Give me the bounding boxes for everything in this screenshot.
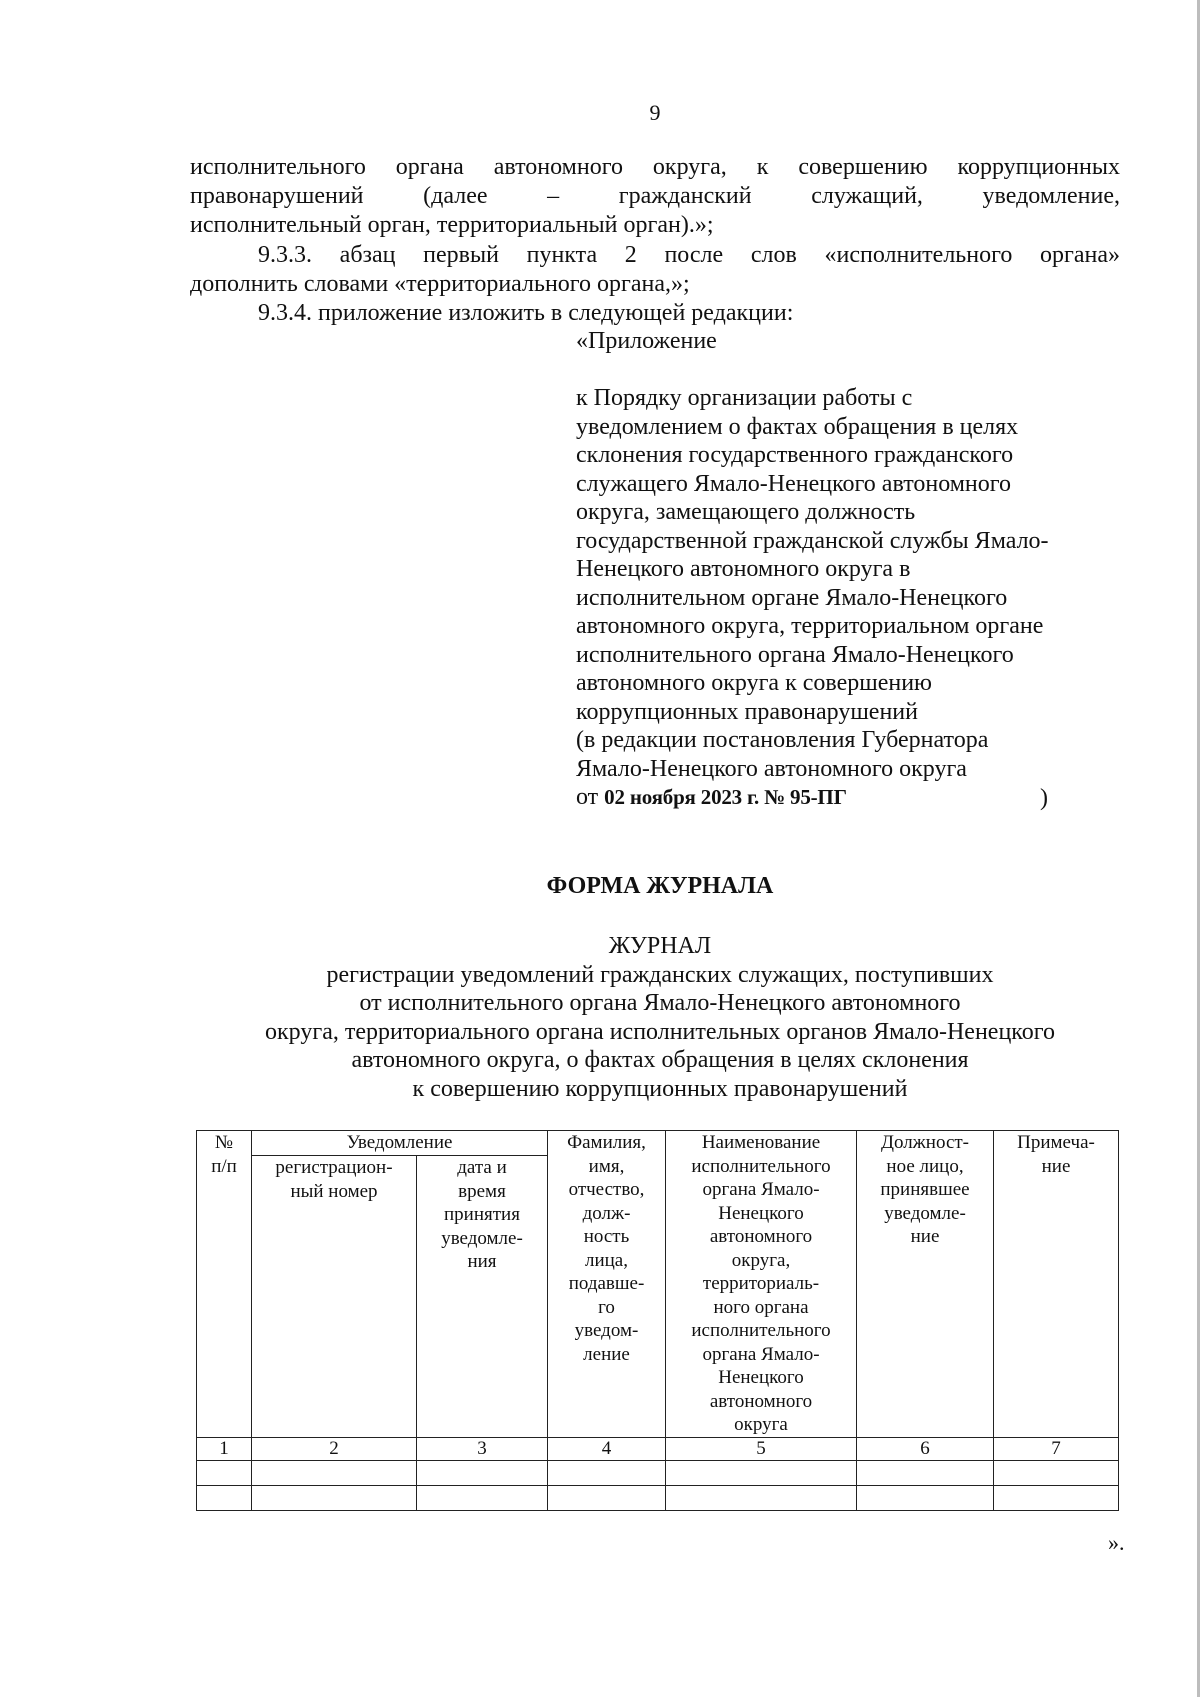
appendix-line: автономного округа, территориальном органе — [576, 613, 1044, 639]
header-person — [548, 1131, 666, 1438]
header-text: ный номер — [290, 1180, 378, 1202]
body-paragraph-3: 9.3.4. приложение изложить в следующей редакции: — [258, 300, 794, 326]
decree-prefix: от — [576, 784, 599, 810]
table-cell — [197, 1485, 252, 1510]
header-text: Примеча- — [1017, 1132, 1095, 1153]
header-text: автономного — [709, 1226, 813, 1247]
appendix-line: служащего Ямало-Ненецкого автономного — [576, 470, 1012, 497]
journal-subtitle-line: от исполнительного органа Ямало-Ненецкого автономного — [359, 990, 961, 1016]
header-text: Ненецкого — [718, 1367, 804, 1388]
header-text: исполнительного — [691, 1320, 831, 1341]
table-cell — [994, 1460, 1119, 1485]
header-text: имя, — [588, 1155, 625, 1177]
column-number: 6 — [857, 1437, 994, 1460]
header-notification: Уведомление — [252, 1131, 548, 1156]
column-number: 2 — [252, 1437, 417, 1460]
header-text: ное лицо, — [886, 1155, 964, 1177]
body-paragraph-2-line-1: 9.3.3. абзац первый пункта 2 после слов «исполнительного органа» — [258, 242, 1120, 268]
header-text: Должност- — [880, 1132, 970, 1153]
table-cell — [548, 1460, 666, 1485]
body-paragraph-1-line-2: правонарушений (далее – гражданский служащий, уведомление, — [190, 183, 1120, 209]
header-text: долж- — [582, 1202, 631, 1224]
body-paragraph-1-line-3: исполнительный орган, территориальный орган).»; — [190, 212, 714, 238]
table-row — [197, 1485, 1119, 1510]
header-text: уведомле- — [884, 1202, 966, 1224]
table-cell — [417, 1460, 548, 1485]
table-cell — [994, 1485, 1119, 1510]
header-text: лица, — [584, 1249, 628, 1271]
journal-title-block — [0, 932, 1200, 1103]
header-reg-number — [252, 1156, 417, 1438]
journal-title: ЖУРНАЛ — [608, 933, 712, 959]
header-text: автономного — [709, 1390, 813, 1412]
table-cell — [417, 1485, 548, 1510]
appendix-title: «Приложение — [576, 328, 717, 354]
header-text: го — [598, 1296, 615, 1318]
column-number: 3 — [417, 1437, 548, 1460]
header-text: органа Ямало- — [702, 1179, 820, 1200]
decree-closing-paren: ) — [1040, 785, 1048, 811]
header-text: п/п — [211, 1155, 237, 1177]
appendix-line: округа, замещающего должность — [576, 499, 916, 525]
header-organ — [666, 1131, 857, 1438]
header-text: ние — [910, 1226, 940, 1247]
end-quote: ». — [1108, 1530, 1125, 1555]
table-row — [197, 1460, 1119, 1485]
header-notes — [994, 1131, 1119, 1438]
header-text: отчество, — [568, 1179, 645, 1200]
header-text: уведомле- — [441, 1227, 523, 1249]
appendix-line: (в редакции постановления Губернатора — [576, 727, 989, 753]
column-number: 4 — [548, 1437, 666, 1460]
header-text: уведом- — [574, 1320, 639, 1341]
table-cell — [857, 1485, 994, 1510]
journal-table — [196, 1130, 1119, 1511]
table-cell — [252, 1460, 417, 1485]
header-text: дата и — [457, 1157, 507, 1178]
appendix-line: склонения государственного гражданского — [576, 442, 1014, 468]
decree-value: 02 ноября 2023 г. № 95-ПГ — [604, 785, 847, 809]
appendix-text — [576, 384, 1116, 812]
header-text: территориаль- — [702, 1273, 820, 1294]
header-text: регистрацион- — [275, 1157, 393, 1178]
journal-subtitle-line: округа, территориального органа исполнительных органов Ямало-Ненецкого — [265, 1018, 1055, 1045]
header-text: Наименование — [701, 1132, 821, 1153]
header-text: исполнительного — [691, 1155, 831, 1177]
journal-subtitle-line: автономного округа, о фактах обращения в целях склонения — [351, 1047, 969, 1073]
header-text: подавше- — [568, 1273, 645, 1294]
appendix-line: Ямало-Ненецкого автономного округа — [576, 755, 967, 782]
journal-subtitle-line: к совершению коррупционных правонарушений — [412, 1075, 908, 1102]
header-text: время — [458, 1180, 506, 1202]
table-cell — [252, 1485, 417, 1510]
decree-line — [576, 783, 1116, 812]
header-text: ление — [583, 1343, 630, 1365]
header-text: округа — [734, 1414, 788, 1435]
journal-subtitle-line: регистрации уведомлений гражданских служащих, поступивших — [326, 961, 994, 988]
header-text: округа, — [731, 1249, 791, 1271]
appendix-line: к Порядку организации работы с — [576, 385, 913, 411]
header-text: Фамилия, — [567, 1132, 646, 1153]
column-number: 7 — [994, 1437, 1119, 1460]
page-number: 9 — [649, 100, 661, 125]
table-cell — [666, 1485, 857, 1510]
header-text: ного органа — [713, 1296, 809, 1318]
appendix-line: автономного округа к совершению — [576, 670, 932, 696]
appendix-line: коррупционных правонарушений — [576, 698, 918, 725]
appendix-line: государственной гражданской службы Ямало- — [576, 527, 1049, 554]
form-title: ФОРМА ЖУРНАЛА — [546, 873, 774, 899]
header-text: принявшее — [880, 1179, 970, 1200]
appendix-line: уведомлением о фактах обращения в целях — [576, 413, 1019, 440]
header-text: органа Ямало- — [702, 1343, 820, 1365]
header-text: № — [214, 1132, 234, 1153]
appendix-line: исполнительном органе Ямало-Ненецкого — [576, 584, 1008, 611]
table-header-row-1 — [197, 1131, 1119, 1156]
header-official — [857, 1131, 994, 1438]
header-datetime — [417, 1156, 548, 1438]
table-cell — [666, 1460, 857, 1485]
appendix-line: исполнительного органа Ямало-Ненецкого — [576, 641, 1014, 668]
column-number: 5 — [666, 1437, 857, 1460]
column-number: 1 — [197, 1437, 252, 1460]
table-cell — [857, 1460, 994, 1485]
header-text: Ненецкого — [718, 1202, 804, 1224]
table-column-number-row — [197, 1437, 1119, 1460]
appendix-line: Ненецкого автономного округа в — [576, 556, 911, 582]
table-cell — [548, 1485, 666, 1510]
header-text: ние — [1041, 1155, 1071, 1177]
table-cell — [197, 1460, 252, 1485]
header-num — [197, 1131, 252, 1438]
header-text: принятия — [444, 1204, 520, 1225]
body-paragraph-1-line-1: исполнительного органа автономного округа, к совершению коррупционных — [190, 154, 1120, 180]
body-paragraph-2-line-2: дополнить словами «территориального органа,»; — [190, 271, 690, 297]
header-text: ния — [467, 1251, 497, 1272]
header-text: ность — [583, 1226, 630, 1247]
